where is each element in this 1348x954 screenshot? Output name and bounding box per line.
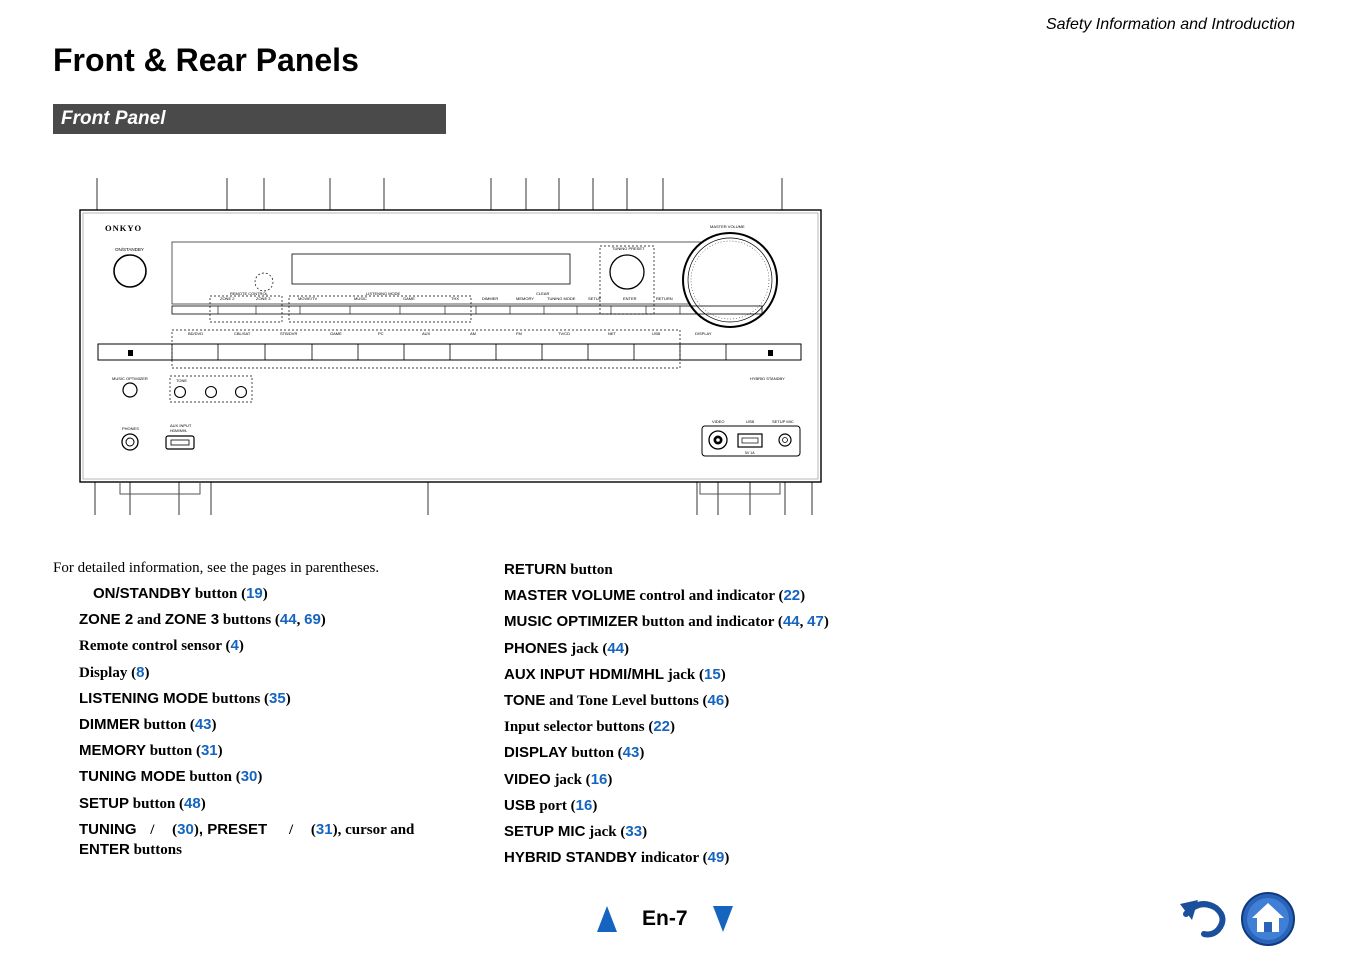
on-standby-button[interactable]: [114, 255, 146, 287]
item-term: HYBRID STANDBY: [504, 849, 638, 867]
svg-text:5V 1A: 5V 1A: [745, 451, 755, 455]
svg-text:REMOTE CONTROL: REMOTE CONTROL: [230, 291, 268, 296]
item-text: buttons (: [208, 690, 270, 707]
item-text: ): [320, 612, 326, 629]
corner-nav: [1178, 890, 1298, 953]
page-link[interactable]: 43: [622, 744, 640, 762]
setup-mic-jack[interactable]: [779, 434, 791, 446]
svg-text:CLEAR: CLEAR: [536, 291, 550, 296]
aux-hdmi-jack[interactable]: [166, 436, 194, 449]
item-text: and: [133, 612, 165, 629]
item-text: ): [607, 771, 613, 788]
page-link[interactable]: 15: [704, 665, 721, 683]
svg-text:THX: THX: [451, 296, 459, 301]
list-item: [504, 819, 944, 845]
svg-text:HDMI/MHL: HDMI/MHL: [170, 429, 188, 433]
item-list-left: [53, 557, 473, 860]
page-link[interactable]: 22: [783, 587, 801, 605]
page-link[interactable]: 4: [230, 637, 239, 655]
svg-text:DIMMER: DIMMER: [482, 296, 499, 301]
item-text: ): [642, 824, 648, 841]
svg-text:STB/DVR: STB/DVR: [280, 331, 298, 336]
item-text: ): [200, 795, 206, 812]
item-term: DISPLAY: [504, 744, 568, 762]
item-term: TONE: [504, 692, 546, 710]
item-text: button (: [191, 586, 247, 602]
svg-text:GAME: GAME: [403, 296, 415, 301]
item-term: SETUP MIC: [504, 823, 586, 841]
music-optimizer-button[interactable]: [123, 383, 137, 397]
list-item: [504, 636, 944, 662]
page-link[interactable]: 22: [653, 718, 671, 736]
list-item: [504, 557, 944, 583]
list-item: [53, 581, 473, 607]
item-text: jack (: [585, 824, 626, 841]
svg-text:ENTER: ENTER: [623, 296, 637, 301]
page-link[interactable]: 33: [625, 823, 643, 841]
page-link[interactable]: 8: [136, 663, 145, 681]
svg-text:VIDEO: VIDEO: [712, 419, 725, 424]
item-text: Display (: [79, 664, 137, 681]
previous-page-icon[interactable]: [596, 904, 618, 934]
item-text: indicator (: [637, 850, 708, 867]
list-item: [53, 660, 473, 686]
item-text: ): [257, 769, 263, 786]
item-text: ): [238, 638, 244, 655]
item-text: ): [724, 693, 730, 710]
item-text: control and indicator (: [635, 588, 784, 605]
svg-text:TONE: TONE: [176, 378, 188, 383]
svg-text:GAME: GAME: [330, 331, 342, 336]
list-item: [504, 688, 944, 714]
item-text: button (: [129, 795, 185, 812]
item-term: ZONE 3: [164, 611, 220, 629]
item-term: AUX INPUT HDMI/MHL: [504, 665, 664, 683]
list-item: ZONE 2 and ZONE 3 buttons (44, 69): [79, 611, 326, 629]
svg-text:DISPLAY: DISPLAY: [695, 331, 712, 336]
item-text: ): [211, 717, 217, 734]
item-list-right: [504, 557, 944, 871]
page-number: En-7: [642, 907, 688, 930]
on-standby-label: ON/STANDBY: [115, 247, 144, 252]
list-item: [504, 767, 944, 793]
intro-text: For detailed information, see the pages in parentheses.: [53, 560, 380, 576]
list-item: [53, 738, 473, 764]
svg-text:TV/CD: TV/CD: [558, 331, 570, 336]
page-link[interactable]: 30: [177, 820, 194, 838]
item-term: ZONE 2: [79, 611, 134, 629]
svg-text:ZONE 2: ZONE 2: [220, 296, 235, 301]
item-term: MUSIC OPTIMIZER: [504, 613, 639, 631]
item-text: buttons (: [219, 612, 280, 629]
usb-port[interactable]: [738, 434, 762, 447]
home-icon[interactable]: [1242, 893, 1294, 945]
item-term: ON/STANDBY: [93, 585, 192, 602]
page-link[interactable]: 16: [575, 796, 593, 814]
item-text: port (: [535, 797, 576, 814]
item-text: ): [823, 614, 829, 631]
svg-text:USB: USB: [746, 419, 755, 424]
tone-plus-button[interactable]: [236, 387, 247, 398]
item-term: MASTER VOLUME: [504, 587, 636, 605]
master-volume-knob[interactable]: [683, 233, 777, 327]
svg-text:PC: PC: [378, 331, 384, 336]
item-text: ): [800, 588, 806, 605]
item-text: jack (: [567, 640, 608, 657]
page-link[interactable]: 31: [315, 820, 333, 838]
list-item: [53, 791, 473, 817]
next-page-icon[interactable]: [712, 904, 734, 934]
item-text: button (: [145, 743, 201, 760]
item-term: PHONES: [504, 639, 568, 657]
item-text: ): [720, 666, 726, 683]
item-text: ): [670, 719, 676, 736]
list-item: [504, 740, 944, 766]
svg-text:AUX INPUT: AUX INPUT: [170, 423, 192, 428]
item-text: ): [592, 797, 598, 814]
svg-text:CBL/SAT: CBL/SAT: [234, 331, 251, 336]
item-text: ): [217, 743, 223, 760]
svg-text:TUNING PRESET: TUNING PRESET: [612, 246, 645, 251]
svg-text:BD/DVD: BD/DVD: [188, 331, 204, 336]
item-text: ): [624, 640, 630, 657]
front-panel-diagram: [60, 170, 840, 525]
svg-text:NET: NET: [608, 331, 616, 336]
svg-text:TUNING MODE: TUNING MODE: [547, 296, 576, 301]
svg-text:LISTENING MODE: LISTENING MODE: [366, 291, 401, 296]
page-link[interactable]: 30: [240, 768, 258, 786]
page-link[interactable]: 46: [707, 692, 725, 710]
item-text: button (: [139, 717, 195, 734]
item-term: VIDEO: [504, 770, 551, 788]
item-text: Remote control sensor (: [79, 638, 231, 655]
svg-text:FM: FM: [516, 331, 522, 336]
phones-jack[interactable]: [122, 434, 138, 450]
page-link[interactable]: 35: [269, 689, 286, 707]
running-header: Safety Information and Introduction: [1045, 16, 1295, 33]
item-text: button and indicator (: [638, 614, 783, 631]
list-item: TUNING / (30), PRESET / (31), cursor and ENTER buttons: [79, 820, 415, 858]
item-text: ): [285, 690, 291, 707]
list-item: [53, 686, 473, 712]
svg-text:AUX: AUX: [422, 331, 431, 336]
list-item: MUSIC OPTIMIZER button and indicator (44, 47): [504, 613, 829, 631]
page-link[interactable]: 16: [590, 770, 608, 788]
svg-text:AM: AM: [470, 331, 476, 336]
item-text: ): [639, 745, 645, 762]
item-text: button (: [567, 745, 623, 762]
page-title: Front & Rear Panels: [53, 42, 359, 78]
list-item: [53, 712, 473, 738]
item-text: ): [724, 850, 730, 867]
svg-text:MUSIC: MUSIC: [354, 296, 367, 301]
tuning-preset-knob[interactable]: [610, 255, 644, 289]
svg-text:MASTER VOLUME: MASTER VOLUME: [710, 224, 745, 229]
page-link[interactable]: 47: [807, 613, 824, 631]
item-text: and Tone Level buttons (: [545, 693, 708, 710]
item-term: TUNING MODE: [79, 768, 186, 786]
section-title: Front Panel: [53, 104, 446, 134]
item-term: RETURN: [504, 561, 567, 578]
page-link[interactable]: 31: [200, 742, 218, 760]
list-item: [504, 583, 944, 609]
item-text: button (: [185, 769, 241, 786]
item-text: Input selector buttons (: [504, 719, 654, 736]
page-navigation: [596, 902, 734, 936]
page-link[interactable]: 48: [184, 794, 201, 812]
svg-text:MOVIE/TV: MOVIE/TV: [298, 296, 318, 301]
list-item: [504, 662, 944, 688]
brand-logo: ONKYO: [105, 223, 143, 233]
item-term: MEMORY: [79, 742, 146, 760]
page-link[interactable]: 19: [246, 585, 263, 602]
page-link[interactable]: 43: [194, 716, 212, 734]
list-item: [53, 633, 473, 659]
item-text: jack (: [664, 666, 704, 683]
page-link[interactable]: 44: [279, 611, 297, 629]
back-icon[interactable]: [1180, 900, 1223, 935]
page-link[interactable]: 69: [304, 611, 321, 629]
tone-button[interactable]: [206, 387, 217, 398]
svg-text:SETUP MIC: SETUP MIC: [772, 419, 794, 424]
svg-text:MEMORY: MEMORY: [516, 296, 534, 301]
item-text: jack (: [550, 771, 591, 788]
item-term: USB: [504, 796, 536, 814]
svg-text:PHONES: PHONES: [122, 426, 139, 431]
item-text: button: [566, 562, 613, 578]
item-term: DIMMER: [79, 716, 140, 734]
svg-text:SETUP: SETUP: [588, 296, 602, 301]
svg-text:RETURN: RETURN: [656, 296, 673, 301]
list-item: [504, 714, 944, 740]
item-term: LISTENING MODE: [79, 689, 209, 707]
item-text: ): [262, 586, 268, 602]
list-item: [53, 764, 473, 790]
page-link[interactable]: 44: [782, 613, 800, 631]
svg-text:ZONE 3: ZONE 3: [256, 296, 271, 301]
tone-minus-button[interactable]: [175, 387, 186, 398]
item-text: ): [144, 664, 150, 681]
item-term: SETUP: [79, 794, 130, 812]
svg-text:USB: USB: [652, 331, 661, 336]
page-link[interactable]: 49: [707, 849, 725, 867]
list-item: [504, 793, 944, 819]
list-item: [504, 845, 944, 871]
svg-text:MUSIC OPTIMIZER: MUSIC OPTIMIZER: [112, 376, 148, 381]
page-link[interactable]: 44: [607, 639, 625, 657]
svg-text:HYBRID STANDBY: HYBRID STANDBY: [750, 376, 785, 381]
